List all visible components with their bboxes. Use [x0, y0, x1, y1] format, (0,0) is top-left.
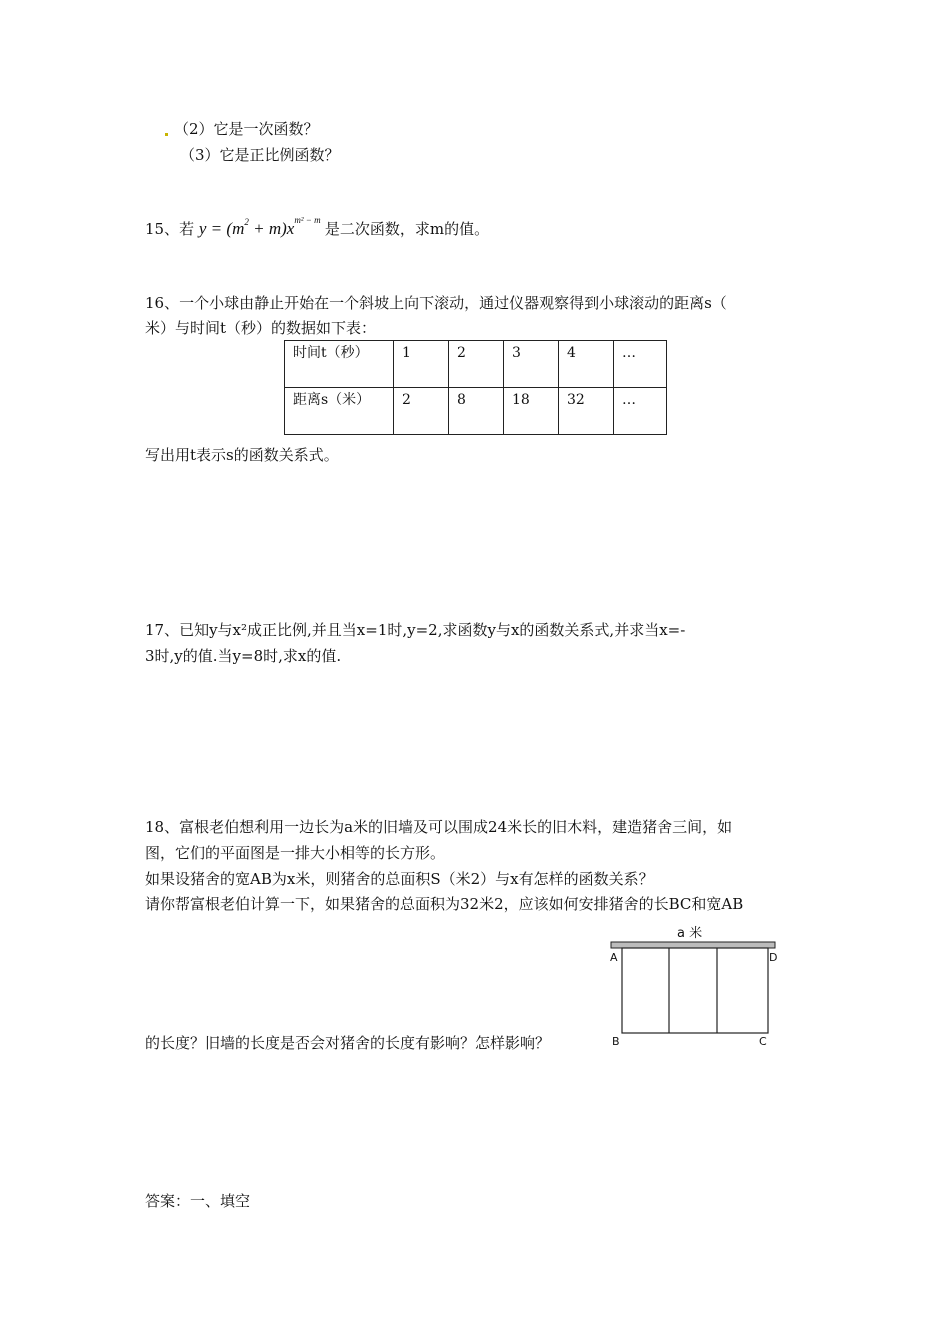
table-cell: 1 — [394, 341, 449, 388]
point-label-d: D — [769, 951, 778, 964]
old-wall — [611, 942, 775, 948]
table-row — [285, 388, 667, 435]
q16-line2: 米）与时间t（秒）的数据如下表： — [145, 319, 377, 337]
q16-line1: 16、一个小球由静止开始在一个斜坡上向下滚动，通过仪器观察得到小球滚动的距离s（ — [145, 294, 727, 312]
pigsty-outline — [622, 948, 768, 1033]
point-label-c: C — [759, 1035, 767, 1048]
q15-prefix: 15、若 — [145, 220, 195, 238]
edit-mark — [165, 133, 168, 136]
table-cell: 距离s（米） — [285, 388, 394, 435]
q15-square: 2 — [244, 217, 249, 227]
wall-length-label: a 米 — [677, 926, 703, 941]
answer-heading: 答案：一、填空 — [145, 1192, 251, 1210]
q14-part2: （2）它是一次函数？ — [174, 120, 319, 138]
point-label-b: B — [612, 1035, 620, 1048]
table-cell: 8 — [449, 388, 504, 435]
table-cell: 2 — [449, 341, 504, 388]
q17-line2: 3时,y的值.当y=8时,求x的值. — [145, 647, 342, 665]
q15-question — [145, 200, 489, 240]
point-label-a: A — [610, 951, 618, 964]
q15-formula-mid: + m)x — [248, 219, 295, 238]
q18-line2: 图，它们的平面图是一排大小相等的长方形。 — [145, 844, 446, 862]
table-cell: 3 — [504, 341, 559, 388]
q15-formula-base: (m — [226, 219, 245, 238]
q15-formula-lhs: y = — [198, 219, 227, 238]
q17-line1: 17、已知y与x²成正比例,并且当x=1时,y=2,求函数y与x的函数关系式,并求当x=- — [145, 621, 686, 639]
table-cell: 时间t（秒） — [285, 341, 394, 388]
q15-suffix: 是二次函数，求m的值。 — [324, 220, 490, 238]
table-cell: 18 — [504, 388, 559, 435]
q18-line5: 的长度？旧墙的长度是否会对猪舍的长度有影响？怎样影响？ — [145, 1034, 551, 1052]
q18-line4: 请你帮富根老伯计算一下，如果猪舍的总面积为32米2，应该如何安排猪舍的长BC和宽AB — [145, 895, 744, 913]
pigsty-diagram — [605, 918, 785, 1053]
q16-data-table — [284, 340, 667, 435]
table-cell: 4 — [559, 341, 614, 388]
q14-part3: （3）它是正比例函数？ — [180, 146, 340, 164]
table-cell: … — [614, 341, 667, 388]
q15-exponent: m² − m — [294, 215, 321, 225]
table-cell: … — [614, 388, 667, 435]
q15-formula — [198, 215, 325, 238]
q16-line3: 写出用t表示s的函数关系式。 — [145, 446, 339, 464]
table-row — [285, 341, 667, 388]
q18-line1: 18、富根老伯想利用一边长为a米的旧墙及可以围成24米长的旧木料，建造猪舍三间，如 — [145, 818, 733, 836]
table-cell: 32 — [559, 388, 614, 435]
q18-line3: 如果设猪舍的宽AB为x米，则猪舍的总面积S（米2）与x有怎样的函数关系？ — [145, 870, 654, 888]
table-cell: 2 — [394, 388, 449, 435]
